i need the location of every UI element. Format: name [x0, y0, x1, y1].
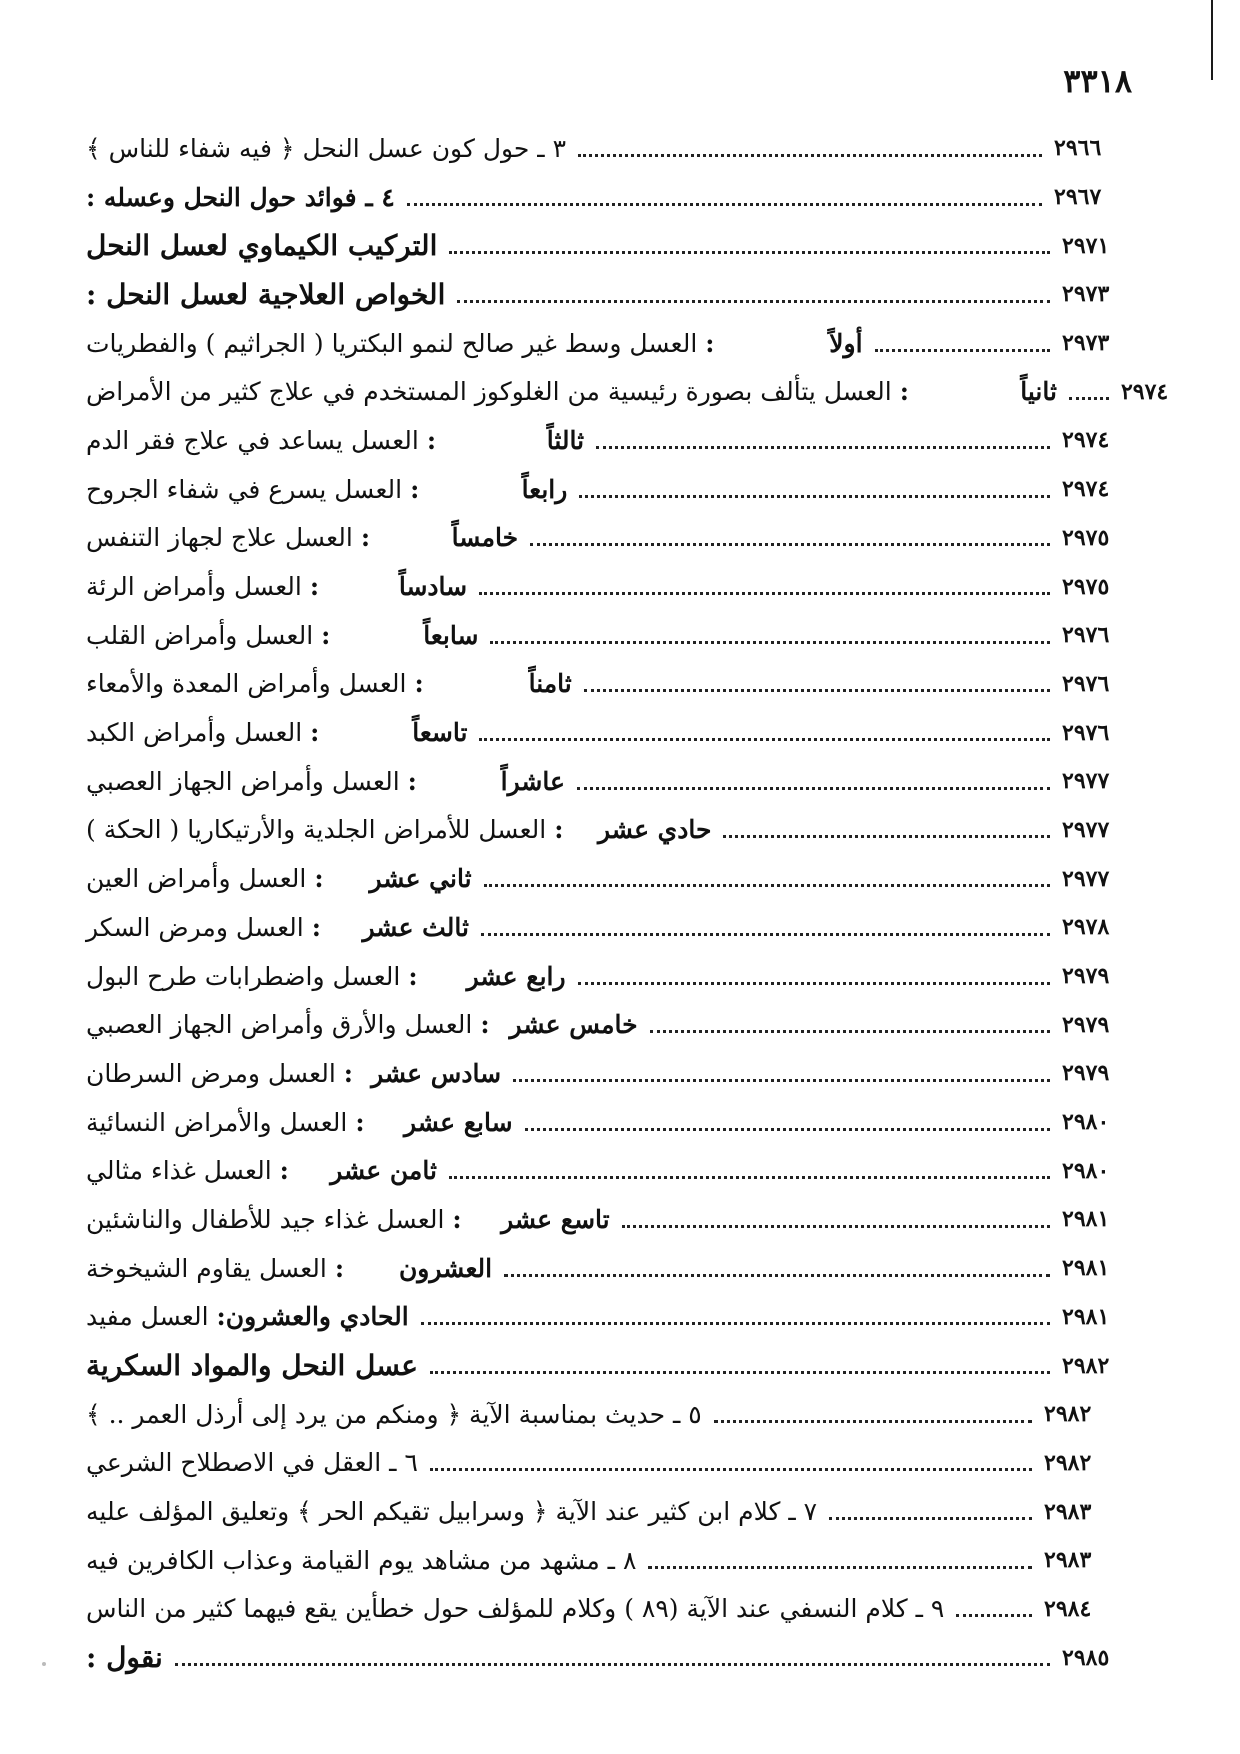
toc-entry-text	[86, 1059, 501, 1088]
toc-entry-text	[86, 718, 467, 747]
toc-entry	[86, 1293, 1134, 1342]
toc-entry	[86, 1146, 1134, 1195]
toc-page-ref: ٢٩٧٧	[1062, 816, 1110, 843]
toc-entry	[86, 124, 1134, 173]
separator-colon: :	[452, 1204, 462, 1234]
dot-leader	[430, 1468, 1032, 1471]
separator-colon: :	[216, 1302, 226, 1332]
toc-entry-body: العسل يقاوم الشيخوخة	[86, 1253, 327, 1283]
toc-page-ref: ٢٩٧٥	[1062, 524, 1110, 551]
toc-entry-text: ٨ ـ مشهد من مشاهد يوم القيامة وعذاب الكافرين فيه	[86, 1545, 637, 1575]
toc-entry-body: العسل غذاء جيد للأطفال والناشئين	[86, 1204, 445, 1234]
toc-page-ref: ٢٩٧٧	[1062, 865, 1110, 892]
toc-entry-label: العشرون	[398, 1253, 493, 1283]
toc-entry-label: خامس عشر	[509, 1010, 638, 1040]
toc-entry	[86, 806, 1134, 855]
toc-entry	[86, 1487, 1134, 1536]
dot-leader	[530, 543, 1050, 546]
toc-page-ref: ٢٩٨٠	[1062, 1109, 1110, 1136]
separator-colon: :	[360, 523, 371, 553]
toc-entry	[86, 367, 1169, 416]
separator-colon: :	[410, 474, 420, 504]
toc-entry	[86, 1244, 1134, 1293]
toc-entry-label: ثامناً	[528, 669, 572, 699]
toc-entry-text	[86, 1108, 513, 1137]
toc-entry	[86, 514, 1134, 563]
toc-entry-body: العسل للأمراض الجلدية والأرتيكاريا ( الحكة )	[86, 815, 547, 845]
dot-leader	[457, 300, 1050, 303]
toc-entry-label: عاشراً	[500, 766, 565, 796]
separator-colon: :	[480, 1010, 490, 1040]
toc-entry	[86, 757, 1134, 806]
separator-colon: :	[309, 572, 320, 602]
toc-entry-body: العسل وأمراض الكبد	[86, 718, 303, 748]
toc-entry	[86, 708, 1134, 757]
toc-entry-label: سادساً	[398, 572, 468, 602]
toc-entry	[86, 660, 1134, 709]
dot-leader	[421, 1322, 1050, 1325]
toc-page-ref: ٢٩٨٢	[1062, 1352, 1110, 1379]
dot-leader	[596, 446, 1050, 449]
toc-entry-label: سادس عشر	[371, 1058, 502, 1088]
toc-heading	[86, 221, 1134, 270]
toc-entry-body: العسل ومرض السكر	[86, 912, 304, 942]
toc-entry-text	[86, 1302, 409, 1331]
toc-page-ref: ٢٩٧٥	[1062, 573, 1110, 600]
toc-entry	[86, 465, 1134, 514]
toc-entry-body: العسل يسرع في شفاء الجروح	[86, 474, 403, 504]
toc-entry	[86, 1536, 1134, 1585]
page-number: ٣٣١٨	[1063, 62, 1132, 100]
dot-leader	[1069, 397, 1109, 400]
toc-page-ref: ٢٩٧٨	[1062, 914, 1110, 941]
toc-page-ref: ٢٩٨١	[1062, 1206, 1110, 1233]
toc-entry-text: نقول :	[86, 1641, 163, 1675]
separator-colon: :	[554, 815, 564, 845]
toc-entry-text: الخواص العلاجية لعسل النحل :	[86, 277, 446, 311]
dot-leader	[407, 203, 1042, 206]
toc-entry	[86, 952, 1134, 1001]
toc-entry-text	[86, 1205, 610, 1234]
dot-leader	[479, 738, 1050, 741]
dot-leader	[723, 835, 1050, 838]
toc-entry-label: سابع عشر	[404, 1107, 513, 1137]
dot-leader	[504, 1274, 1050, 1277]
dot-leader	[577, 787, 1050, 790]
separator-colon: :	[310, 718, 320, 748]
dot-leader	[956, 1614, 1032, 1617]
dot-leader	[875, 349, 1050, 352]
dot-leader	[648, 1566, 1032, 1569]
toc-entry-body: العسل وأمراض المعدة والأمعاء	[86, 669, 407, 699]
toc-page-ref: ٢٩٧٦	[1062, 719, 1110, 746]
toc-entry-text	[86, 329, 863, 358]
separator-colon: :	[334, 1253, 345, 1283]
toc-entry-text	[86, 377, 1057, 406]
toc-entry-text	[86, 767, 565, 796]
separator-colon: :	[414, 669, 424, 699]
separator-colon: :	[705, 328, 715, 358]
toc-entry-text	[86, 913, 469, 942]
toc-page-ref: ٢٩٨٢	[1044, 1401, 1092, 1428]
dot-leader	[650, 1030, 1050, 1033]
toc-entry-body: العسل يساعد في علاج فقر الدم	[86, 425, 419, 455]
toc-entry	[86, 319, 1134, 368]
separator-colon: :	[426, 425, 437, 455]
toc-entry-text	[86, 669, 572, 698]
dot-leader	[829, 1517, 1032, 1520]
toc-page-ref: ٢٩٨٣	[1044, 1498, 1092, 1525]
toc-entry-label: ثانياً	[1020, 377, 1057, 407]
dot-leader	[490, 641, 1050, 644]
toc-entry-body: العسل واضطرابات طرح البول	[86, 961, 401, 991]
toc-entry-label: ثالثاً	[546, 425, 585, 455]
toc-page-ref: ٢٩٧١	[1062, 232, 1110, 259]
separator-colon: :	[355, 1107, 365, 1137]
toc-entry-text	[86, 1010, 638, 1039]
toc-page-ref: ٢٩٧٩	[1062, 1060, 1110, 1087]
separator-colon: :	[407, 766, 417, 796]
toc-entry-label: خامساً	[451, 523, 519, 553]
toc-entry-label: ثالث عشر	[362, 912, 469, 942]
toc-entry-text: ٧ ـ كلام ابن كثير عند الآية ﴿ وسرابيل تقيكم الحر ﴾ وتعليق المؤلف عليه	[86, 1497, 818, 1527]
toc-entry-text: ٦ ـ العقل في الاصطلاح الشرعي	[86, 1448, 418, 1478]
toc-heading	[86, 270, 1134, 319]
toc-entry-label: حادي عشر	[597, 815, 712, 845]
toc-entry-text: عسل النحل والمواد السكرية	[86, 1349, 418, 1383]
toc-entry-label: ثاني عشر	[369, 864, 472, 894]
toc-entry-text: ٤ ـ فوائد حول النحل وعسله :	[86, 182, 395, 212]
toc-entry	[86, 1585, 1134, 1634]
toc-entry-body: العسل يتألف بصورة رئيسية من الغلوكوز المستخدم في علاج كثير من الأمراض	[86, 377, 892, 407]
dot-leader	[714, 1420, 1032, 1423]
margin-rule	[1211, 0, 1213, 80]
separator-colon: :	[408, 961, 418, 991]
toc-entry	[86, 1439, 1134, 1488]
separator-colon: :	[343, 1058, 354, 1088]
toc-entry-label: سابعاً	[423, 620, 479, 650]
toc-entry-text	[86, 864, 472, 893]
toc-page-ref: ٢٩٧٤	[1062, 476, 1110, 503]
toc-entry-text	[86, 523, 518, 552]
dot-leader	[484, 884, 1050, 887]
toc-entry	[86, 1049, 1134, 1098]
toc-page-ref: ٢٩٦٧	[1054, 184, 1102, 211]
dot-leader	[622, 1225, 1050, 1228]
table-of-contents	[86, 124, 1169, 1682]
separator-colon: :	[279, 1156, 289, 1186]
toc-page-ref: ٢٩٨٤	[1044, 1595, 1092, 1622]
toc-page-ref: ٢٩٨٣	[1044, 1547, 1092, 1574]
dot-leader	[578, 154, 1042, 157]
toc-entry-label: رابعاً	[521, 474, 568, 504]
toc-entry-body: العسل علاج لجهاز التنفس	[86, 523, 353, 553]
toc-entry-body: العسل والأرق وأمراض الجهاز العصبي	[86, 1010, 473, 1040]
toc-page-ref: ٢٩٦٦	[1054, 135, 1102, 162]
toc-entry	[86, 1000, 1134, 1049]
toc-entry-body: العسل وسط غير صالح لنمو البكتريا ( الجراثيم ) والفطريات	[86, 328, 698, 358]
toc-entry-body: العسل غذاء مثالي	[86, 1156, 272, 1186]
toc-entry	[86, 903, 1134, 952]
toc-entry-text	[86, 962, 566, 991]
toc-entry	[86, 173, 1134, 222]
separator-colon: :	[321, 620, 331, 650]
toc-page-ref: ٢٩٧٩	[1062, 963, 1110, 990]
toc-entry-text	[86, 1254, 492, 1283]
toc-entry-label: الحادي والعشرون	[225, 1302, 409, 1332]
dot-leader	[479, 592, 1050, 595]
separator-colon: :	[314, 864, 324, 894]
toc-entry-label: رابع عشر	[466, 961, 566, 991]
toc-entry-text	[86, 1156, 437, 1185]
toc-entry-label: أولاً	[829, 328, 863, 358]
toc-page-ref: ٢٩٨٠	[1062, 1157, 1110, 1184]
toc-page-ref: ٢٩٧٧	[1062, 768, 1110, 795]
toc-entry-text: التركيب الكيماوي لعسل النحل	[86, 229, 438, 263]
dot-leader	[449, 251, 1050, 254]
toc-entry-text	[86, 621, 478, 650]
separator-colon: :	[311, 912, 321, 942]
toc-page-ref: ٢٩٨٢	[1044, 1449, 1092, 1476]
toc-entry	[86, 854, 1134, 903]
toc-page-ref: ٢٩٧٦	[1062, 670, 1110, 697]
toc-heading	[86, 1633, 1134, 1682]
toc-entry-text: ٩ ـ كلام النسفي عند الآية (٨٩ ) وكلام للمؤلف حول خطأين يقع فيهما كثير من الناس	[86, 1594, 945, 1624]
dot-leader	[584, 689, 1050, 692]
dot-leader	[430, 1371, 1050, 1374]
toc-entry-text: ٣ ـ حول كون عسل النحل ﴿ فيه شفاء للناس ﴾	[86, 133, 567, 163]
toc-entry-text	[86, 475, 567, 504]
dot-leader	[525, 1128, 1050, 1131]
toc-entry-text	[86, 815, 711, 844]
dot-leader	[175, 1663, 1050, 1666]
toc-entry-text	[86, 572, 467, 601]
toc-entry-label: تاسع عشر	[501, 1204, 610, 1234]
dot-leader	[481, 933, 1050, 936]
toc-entry	[86, 1098, 1134, 1147]
toc-entry-body: العسل وأمراض الرئة	[86, 572, 302, 602]
toc-entry-body: العسل ومرض السرطان	[86, 1058, 336, 1088]
toc-entry-body: العسل مفيد	[86, 1302, 209, 1332]
toc-entry-body: العسل والأمراض النسائية	[86, 1107, 348, 1137]
toc-page-ref: ٢٩٧٦	[1062, 622, 1110, 649]
dot-leader	[513, 1079, 1050, 1082]
toc-page-ref: ٢٩٧٣	[1062, 281, 1110, 308]
toc-entry-text	[86, 426, 584, 455]
scan-speck	[42, 1662, 46, 1666]
toc-page-ref: ٢٩٨١	[1062, 1255, 1110, 1282]
toc-entry-body: العسل وأمراض القلب	[86, 620, 314, 650]
toc-page-ref: ٢٩٧٩	[1062, 1011, 1110, 1038]
toc-entry-body: العسل وأمراض الجهاز العصبي	[86, 766, 400, 796]
toc-entry	[86, 1195, 1134, 1244]
toc-entry-body: العسل وأمراض العين	[86, 864, 307, 894]
dot-leader	[579, 495, 1050, 498]
toc-entry	[86, 416, 1134, 465]
separator-colon: :	[899, 377, 909, 407]
toc-page-ref: ٢٩٧٣	[1062, 330, 1110, 357]
toc-page-ref: ٢٩٧٤	[1120, 378, 1169, 405]
toc-page-ref: ٢٩٨٥	[1062, 1644, 1110, 1671]
toc-entry-text: ٥ ـ حديث بمناسبة الآية ﴿ ومنكم من يرد إلى أرذل العمر .. ﴾	[86, 1399, 702, 1429]
toc-page-ref: ٢٩٧٤	[1062, 427, 1110, 454]
toc-entry	[86, 611, 1134, 660]
toc-entry-label: تاسعاً	[412, 718, 468, 748]
dot-leader	[449, 1176, 1050, 1179]
toc-entry-label: ثامن عشر	[330, 1156, 437, 1186]
toc-entry	[86, 1390, 1134, 1439]
toc-heading	[86, 1341, 1134, 1390]
dot-leader	[578, 982, 1050, 985]
toc-entry	[86, 562, 1134, 611]
toc-page-ref: ٢٩٨١	[1062, 1303, 1110, 1330]
